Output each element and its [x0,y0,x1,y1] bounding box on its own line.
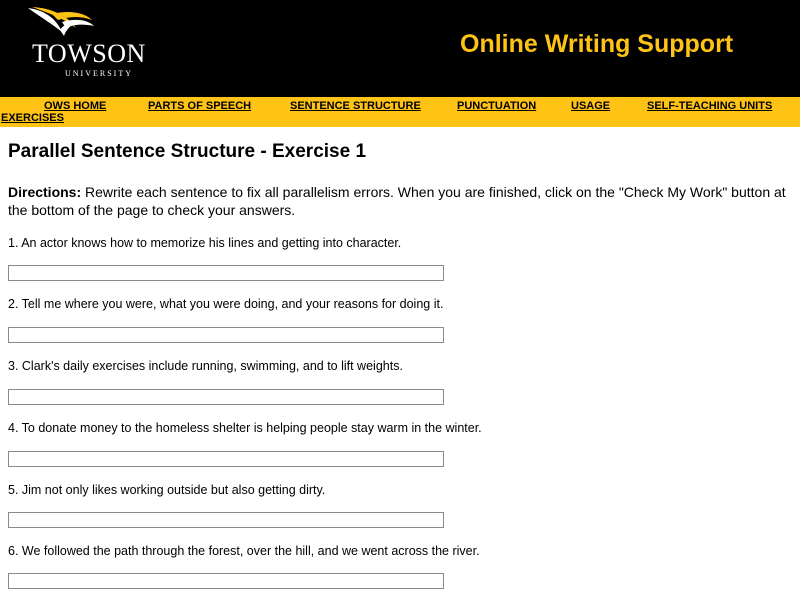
directions-body: Rewrite each sentence to fix all parallelism errors. When you are finished, click on the "Check My Work" button at the bottom of the page to check your answers. [8,184,786,218]
directions-label: Directions: [8,184,82,200]
nav-link-exercises[interactable]: EXERCISES [1,112,64,124]
answer-input-6[interactable] [8,573,444,589]
nav-link-self-teaching-units[interactable]: SELF-TEACHING UNITS [647,100,773,112]
nav-link-ows-home[interactable]: OWS HOME [44,100,107,112]
question-4: 4. To donate money to the homeless shelter is helping people stay warm in the winter. [8,421,482,435]
logo-wordmark: TOWSON [32,39,146,68]
answer-input-3[interactable] [8,389,444,405]
question-1: 1. An actor knows how to memorize his lines and getting into character. [8,236,402,250]
nav-link-punctuation[interactable]: PUNCTUATION [457,100,537,112]
towson-logo[interactable] [22,6,147,78]
question-5: 5. Jim not only likes working outside but also getting dirty. [8,483,326,497]
nav-link-parts-of-speech[interactable]: PARTS OF SPEECH [148,100,252,112]
directions-text [8,183,794,219]
site-header [0,0,800,97]
main-nav [0,97,800,127]
answer-input-2[interactable] [8,327,444,343]
nav-link-sentence-structure[interactable]: SENTENCE STRUCTURE [290,100,421,112]
site-title: Online Writing Support [460,30,734,58]
answer-input-1[interactable] [8,265,444,281]
logo-subtitle: UNIVERSITY [65,69,133,78]
question-3: 3. Clark's daily exercises include running, swimming, and to lift weights. [8,359,403,373]
answer-input-5[interactable] [8,512,444,528]
answer-input-4[interactable] [8,451,444,467]
question-6: 6. We followed the path through the forest, over the hill, and we went across the river. [8,544,480,558]
nav-link-usage[interactable]: USAGE [571,100,611,112]
page-title: Parallel Sentence Structure - Exercise 1 [8,141,367,162]
question-2: 2. Tell me where you were, what you were doing, and your reasons for doing it. [8,297,444,311]
